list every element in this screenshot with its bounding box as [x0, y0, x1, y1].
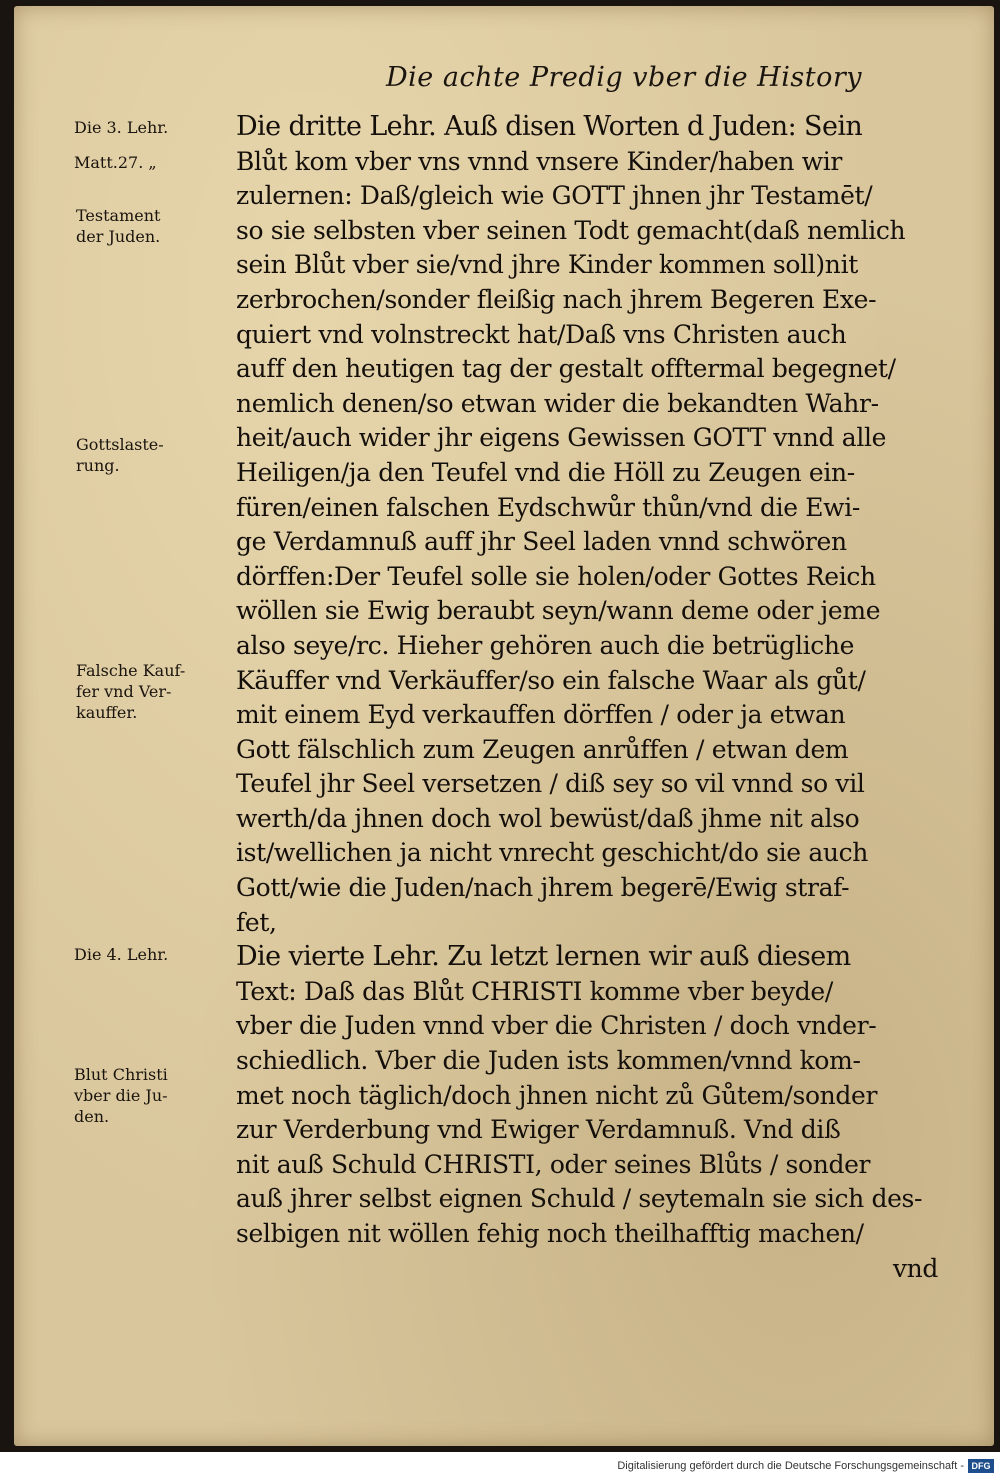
text-line: zerbrochen/sonder fleißig nach jhrem Begeren Exe-	[236, 284, 877, 314]
text-line: werth/da jhnen doch wol bewüst/daß jhme nit also	[236, 803, 860, 833]
margin-note-line: Falsche Kauf-	[76, 661, 186, 680]
text-line: also seye/rc. Hieher gehören auch die betrügliche	[236, 630, 855, 660]
text-line: wöllen sie Ewig beraubt seyn/wann deme oder jeme	[236, 596, 881, 626]
text-line: schiedlich. Vber die Juden ists kommen/vnnd kom-	[236, 1046, 861, 1076]
text-line: met noch täglich/doch jhnen nicht zů Gůtem/sonder	[236, 1080, 878, 1110]
digitization-footer	[0, 1452, 1000, 1481]
text-line: auff den heutigen tag der gestalt offtermal begegnet/	[236, 354, 896, 384]
running-head: Die achte Predig vber die History	[386, 62, 862, 93]
text-line: vber die Juden vnnd vber die Christen / doch vnder-	[236, 1011, 877, 1041]
text-line: Die vierte Lehr. Zu letzt lernen wir auß diesem	[236, 941, 851, 973]
text-line: Gott/wie die Juden/nach jhrem begerē/Ewig straf-	[236, 873, 850, 903]
margin-note-line: Matt.27. „	[74, 153, 157, 172]
text-line: so sie selbsten vber seinen Todt gemacht(daß nemlich	[236, 215, 906, 245]
text-line: ist/wellichen ja nicht vnrecht geschicht/do sie auch	[236, 838, 869, 868]
catchword: vnd	[892, 1253, 938, 1283]
text-line: Teufel jhr Seel versetzen / diß sey so vil vnnd so vil	[236, 769, 865, 799]
text-line: heit/auch wider jhr eigens Gewissen GOTT vnnd alle	[236, 423, 887, 453]
margin-note-line: vber die Ju-	[74, 1086, 168, 1105]
text-line: füren/einen falschen Eydschwůr thůn/vnd die Ewi-	[236, 492, 860, 522]
margin-note-line: den.	[74, 1107, 110, 1126]
text-line: zulernen: Daß/gleich wie GOTT jhnen jhr Testamēt/	[236, 181, 873, 211]
text-line: Käuffer vnd Verkäuffer/so ein falsche Waar als gůt/	[236, 665, 866, 695]
margin-note-blasphemy	[76, 434, 164, 476]
dfg-logo-icon: DFG	[968, 1459, 994, 1473]
margin-note-line: rung.	[76, 456, 120, 475]
margin-note-line: Blut Christi	[74, 1065, 168, 1084]
margin-note-fourth-lesson	[74, 944, 168, 965]
margin-note-false-traders	[76, 660, 185, 723]
margin-note-blood-of-christ	[74, 1064, 168, 1127]
body-text	[236, 110, 956, 1286]
text-line: Blůt kom vber vns vnnd vnsere Kinder/haben wir	[236, 146, 842, 176]
margin-note-testament	[76, 205, 160, 247]
text-line: Heiligen/ja den Teufel vnd die Höll zu Zeugen ein-	[236, 457, 855, 487]
margin-note-line: der Juden.	[76, 227, 161, 246]
margin-note-line: Die 4. Lehr.	[74, 945, 169, 964]
text-line: Text: Daß das Blůt CHRISTI komme vber beyde/	[236, 976, 833, 1006]
margin-note-matthew	[74, 152, 157, 173]
margin-note-line: Gottslaste-	[76, 435, 164, 454]
text-line: auß jhrer selbst eignen Schuld / seytemaln sie sich des-	[236, 1184, 923, 1214]
text-line: Die dritte Lehr. Auß disen Worten d Juden: Sein	[236, 111, 863, 142]
text-line: sein Blůt vber sie/vnd jhre Kinder kommen soll)nit	[236, 250, 858, 280]
margin-note-line: Testament	[76, 206, 161, 225]
margin-note-line: Die 3. Lehr.	[74, 118, 169, 137]
text-line: quiert vnd volnstreckt hat/Daß vns Christen auch	[236, 319, 847, 349]
text-line: Gott fälschlich zum Zeugen anrůffen / etwan dem	[236, 734, 849, 764]
margin-note-third-lesson	[74, 117, 168, 138]
funding-notice: Digitalisierung gefördert durch die Deutsche Forschungsgemeinschaft -	[617, 1460, 964, 1472]
paper-sheet	[14, 6, 994, 1446]
text-line: selbigen nit wöllen fehig noch theilhafftig machen/	[236, 1219, 864, 1248]
text-line: zur Verderbung vnd Ewiger Verdamnuß. Vnd diß	[236, 1115, 841, 1145]
margin-note-line: fer vnd Ver-	[76, 682, 172, 701]
text-line: dörffen:Der Teufel solle sie holen/oder Gottes Reich	[236, 561, 876, 591]
text-line: mit einem Eyd verkauffen dörffen / oder ja etwan	[236, 700, 846, 730]
text-line: nemlich denen/so etwan wider die bekandten Wahr-	[236, 388, 879, 418]
text-line: nit auß Schuld CHRISTI, oder seines Blůts / sonder	[236, 1149, 871, 1179]
text-line: ge Verdamnuß auff jhr Seel laden vnnd schwören	[236, 527, 847, 557]
text-line: fet,	[236, 907, 277, 937]
margin-note-line: kauffer.	[76, 703, 138, 722]
